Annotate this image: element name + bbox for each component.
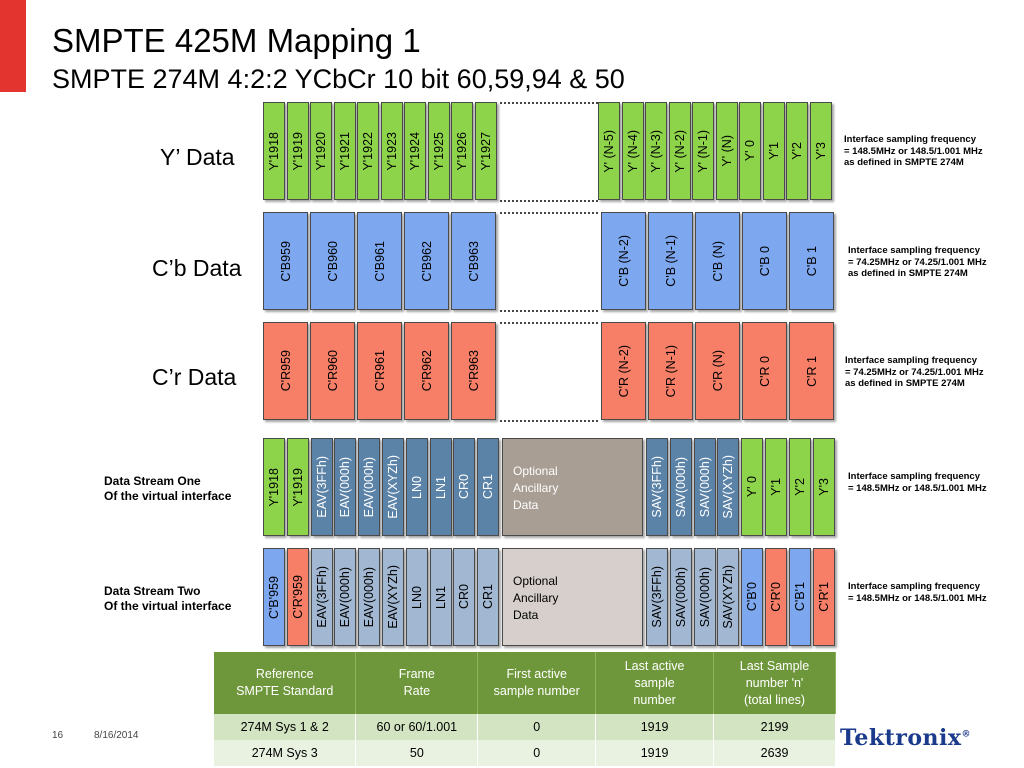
stream-one-label-line1: Data Stream One	[104, 474, 201, 488]
cr-cell	[742, 322, 787, 420]
cr-cell-text: C'R963	[466, 350, 481, 392]
y-cell	[645, 102, 667, 200]
y-cell-text: Y' (N-4)	[625, 129, 640, 173]
y-cell	[357, 102, 379, 200]
cr-cell-text: C'R 1	[804, 355, 819, 387]
stream-one-cell	[765, 438, 787, 536]
stream-two-ancillary-line: Ancillary	[513, 591, 559, 605]
y-cell	[263, 102, 285, 200]
cb-cell-text: C'B962	[419, 240, 434, 282]
stream-one-cell-text: EAV(000h)	[362, 456, 377, 518]
y-cell-text: Y'1925	[431, 131, 446, 171]
stream-one-cell	[789, 438, 811, 536]
stream-one-cell-text: EAV(000h)	[338, 456, 353, 518]
cb-cell-text: C'B959	[278, 240, 293, 282]
header-line: number 'n'	[745, 675, 804, 690]
slide-date: 8/16/2014	[94, 730, 139, 741]
stream-one-cell	[813, 438, 835, 536]
stream-two-cell	[477, 548, 499, 646]
y-cell	[716, 102, 738, 200]
y-gap-dots-top	[500, 102, 598, 104]
y-note	[844, 134, 983, 169]
logo-registered-mark: ®	[961, 729, 971, 740]
y-cell-text: Y'1	[766, 142, 781, 160]
stream-two-cell	[741, 548, 763, 646]
stream-two-note-line1: Interface sampling frequency	[848, 581, 980, 592]
cb-data-label: C’b Data	[152, 255, 242, 281]
stream-two-cell	[287, 548, 309, 646]
table-header-row	[214, 652, 836, 714]
cb-note-line1: Interface sampling frequency	[848, 245, 980, 256]
y-cell-text: Y' (N-2)	[672, 129, 687, 173]
cb-cell	[742, 212, 787, 310]
stream-two-cell-text: SAV(000h)	[673, 566, 688, 628]
cb-cell	[404, 212, 449, 310]
table-cell: 1919	[596, 714, 714, 740]
stream-two-label-line1: Data Stream Two	[104, 584, 201, 598]
y-cell	[381, 102, 403, 200]
stream-two-cell	[789, 548, 811, 646]
y-cell-text: Y' (N-5)	[602, 129, 616, 173]
table-cell: 2639	[714, 740, 836, 766]
stream-two-cell	[358, 548, 380, 646]
y-cell-text: Y'3	[813, 142, 828, 160]
cb-cell	[310, 212, 355, 310]
cr-note-line1: Interface sampling frequency	[845, 355, 977, 366]
y-cell-text: Y'1919	[290, 131, 305, 171]
stream-two-cell	[813, 548, 835, 646]
header-last-active	[596, 652, 714, 714]
cb-cell	[695, 212, 740, 310]
stream-one-note-line2: = 148.5MHz or 148.5/1.001 MHz	[848, 482, 987, 494]
stream-one-cell-text: SAV(XYZh)	[721, 455, 736, 519]
header-line: Reference	[255, 667, 314, 681]
y-gap-dots-bottom	[500, 200, 598, 202]
stream-one-cell-text: Y'3	[816, 478, 831, 496]
stream-one-cell	[477, 438, 499, 536]
cr-cell-text: C'R960	[325, 350, 340, 392]
stream-one-cell	[358, 438, 380, 536]
page-title: SMPTE 425M Mapping 1	[52, 22, 421, 59]
cr-cell-text: C'R962	[419, 350, 434, 392]
y-cell	[739, 102, 761, 200]
cb-cell	[357, 212, 402, 310]
logo-text: Tektronix	[840, 725, 962, 751]
stream-one-cell	[430, 438, 452, 536]
stream-one-cell-text: SAV(000h)	[697, 456, 712, 518]
stream-one-cell-text: CR1	[481, 474, 496, 500]
stream-two-cell	[430, 548, 452, 646]
stream-one-cell-text: SAV(000h)	[673, 456, 688, 518]
y-cell-text: Y'1924	[408, 131, 422, 171]
table-cell: 0	[478, 740, 596, 766]
stream-one-cell	[717, 438, 739, 536]
cr-cell	[263, 322, 308, 420]
cr-cell-text: C'R (N)	[710, 350, 725, 392]
y-cell-text: Y'1918	[267, 131, 281, 171]
stream-two-cell	[406, 548, 428, 646]
header-line: SMPTE Standard	[236, 684, 334, 698]
stream-one-cell-text: SAV(3FFh)	[650, 456, 664, 518]
cb-cell	[648, 212, 693, 310]
page-subtitle: SMPTE 274M 4:2:2 YCbCr 10 bit 60,59,94 & 50	[52, 64, 625, 94]
cb-cell-text: C'B961	[372, 240, 387, 282]
y-cell	[287, 102, 309, 200]
stream-two-cell-text: LN1	[433, 585, 448, 609]
stream-two-cell	[717, 548, 739, 646]
cr-cell	[310, 322, 355, 420]
stream-one-ancillary-line: Optional	[513, 464, 558, 478]
cb-note-line2: = 74.25MHz or 74.25/1.001 MHz	[848, 256, 987, 268]
stream-two-cell-text: C'R'1	[816, 582, 831, 612]
y-cell-text: Y' (N-1)	[696, 129, 710, 173]
y-note-line1: Interface sampling frequency	[844, 134, 976, 145]
stream-two-label	[104, 584, 231, 614]
cb-cell-text: C'B (N-2)	[616, 235, 631, 287]
stream-two-note	[848, 581, 987, 604]
stream-two-cell	[765, 548, 787, 646]
stream-two-cell-text: CR1	[481, 584, 496, 610]
cr-cell-text: C'R 0	[757, 355, 772, 387]
stream-one-ancillary-line: Ancillary	[513, 481, 559, 495]
reference-table	[214, 652, 836, 766]
cb-cell-text: C'B 1	[804, 245, 819, 277]
y-cell-text: Y'1921	[337, 131, 352, 171]
stream-one-label-line2: Of the virtual interface	[104, 489, 232, 503]
cb-note-line3: as defined in SMPTE 274M	[848, 268, 968, 279]
cb-cell	[789, 212, 834, 310]
y-cell-text: Y' 0	[743, 140, 757, 162]
header-frame-rate	[356, 652, 478, 714]
stream-two-cell	[453, 548, 475, 646]
table-cell: 0	[478, 714, 596, 740]
y-cell	[786, 102, 808, 200]
cr-cell-text: C'R961	[372, 350, 387, 392]
header-line: First active	[506, 667, 567, 681]
table-cell: 274M Sys 1 & 2	[214, 714, 356, 740]
cr-cell-text: C'R (N-2)	[616, 344, 631, 398]
table-row	[214, 740, 836, 766]
cr-cell-text: C'R (N-1)	[663, 344, 678, 398]
header-line: sample	[634, 675, 675, 690]
stream-one-cell-text: LN0	[409, 475, 424, 499]
stream-one-cell-text: Y'1919	[290, 467, 305, 507]
stream-two-cell	[334, 548, 356, 646]
cr-cell	[601, 322, 646, 420]
stream-two-cell-text: C'R'0	[769, 582, 783, 612]
stream-one-label	[104, 474, 231, 504]
cb-cell	[451, 212, 496, 310]
stream-two-cell	[263, 548, 285, 646]
cr-gap-dots-bottom	[500, 420, 598, 422]
cb-gap-dots-bottom	[500, 310, 598, 312]
table-cell: 50	[356, 740, 478, 766]
stream-one-cell	[263, 438, 285, 536]
stream-one-cell-text: Y'2	[792, 478, 807, 496]
y-note-line3: as defined in SMPTE 274M	[844, 157, 964, 168]
stream-two-cell-text: EAV(000h)	[362, 566, 377, 628]
stream-two-cell	[646, 548, 668, 646]
slide-number: 16	[52, 730, 64, 741]
y-cell-text: Y' (N)	[719, 135, 734, 167]
stream-one-ancillary	[502, 438, 643, 536]
cr-note	[845, 355, 984, 390]
y-cell	[598, 102, 620, 200]
stream-one-note-line1: Interface sampling frequency	[848, 471, 980, 482]
stream-two-note-line2: = 148.5MHz or 148.5/1.001 MHz	[848, 592, 987, 604]
y-cell	[763, 102, 785, 200]
cb-gap-dots-top	[500, 212, 598, 214]
table-cell: 1919	[596, 740, 714, 766]
y-cell	[428, 102, 450, 200]
y-cell	[692, 102, 714, 200]
cb-cell-text: C'B (N-1)	[663, 235, 678, 287]
stream-one-cell	[694, 438, 716, 536]
table-cell: 274M Sys 3	[214, 740, 356, 766]
stream-one-cell	[670, 438, 692, 536]
stream-two-label-line2: Of the virtual interface	[104, 599, 232, 613]
stream-one-cell	[311, 438, 333, 536]
stream-two-cell-text: C'B'1	[792, 582, 807, 612]
y-cell	[451, 102, 473, 200]
y-cell-text: Y' (N-3)	[649, 129, 663, 173]
y-cell	[334, 102, 356, 200]
header-reference	[214, 652, 356, 714]
header-last-sample	[714, 652, 836, 714]
stream-two-cell	[311, 548, 333, 646]
cb-cell-text: C'B963	[466, 240, 481, 282]
stream-one-cell-text: Y'1918	[267, 467, 281, 507]
stream-two-cell-text: SAV(000h)	[697, 566, 712, 628]
y-note-line2: = 148.5MHz or 148.5/1.001 MHz	[844, 145, 983, 157]
y-cell-text: Y'1920	[314, 131, 328, 171]
y-cell-text: Y'2	[790, 142, 804, 160]
stream-two-cell-text: C'R'959	[290, 575, 305, 619]
stream-one-cell	[646, 438, 668, 536]
cr-cell-text: C'R959	[278, 350, 293, 392]
cr-data-label: C’r Data	[152, 364, 237, 390]
y-cell	[669, 102, 691, 200]
cr-cell	[695, 322, 740, 420]
stream-one-cell-text: Y' 0	[745, 476, 760, 498]
stream-one-cell	[741, 438, 763, 536]
header-line: number	[633, 692, 676, 707]
stream-two-ancillary-line: Data	[513, 608, 539, 622]
table-cell: 60 or 60/1.001	[356, 714, 478, 740]
y-cell-text: Y'1922	[361, 131, 375, 171]
header-line: Rate	[403, 684, 431, 698]
header-line: Last Sample	[739, 658, 810, 673]
y-cell	[404, 102, 426, 200]
y-cell	[810, 102, 832, 200]
stream-one-cell-text: LN1	[433, 475, 448, 499]
stream-two-cell-text: C'B'0	[745, 582, 760, 612]
stream-one-cell-text: CR0	[457, 474, 472, 500]
cr-cell	[789, 322, 834, 420]
table-cell: 2199	[714, 714, 836, 740]
stream-two-cell	[694, 548, 716, 646]
cr-note-line2: = 74.25MHz or 74.25/1.001 MHz	[845, 366, 984, 378]
stream-one-cell-text: Y'1	[769, 478, 783, 496]
cb-cell	[263, 212, 308, 310]
stream-two-cell-text: C'B'959	[267, 575, 281, 619]
y-data-label: Y’ Data	[160, 144, 235, 170]
stream-one-cell	[406, 438, 428, 536]
cb-cell-text: C'B960	[325, 240, 340, 282]
stream-two-cell-text: EAV(3FFh)	[314, 566, 329, 628]
y-cell	[622, 102, 644, 200]
stream-two-cell-text: LN0	[409, 585, 424, 609]
accent-bar	[0, 0, 26, 92]
stream-two-cell-text: EAV(000h)	[338, 566, 353, 628]
cb-cell-text: C'B 0	[757, 245, 772, 277]
cb-cell	[601, 212, 646, 310]
stream-two-ancillary-line: Optional	[513, 574, 558, 588]
stream-two-cell	[382, 548, 404, 646]
stream-one-ancillary-line: Data	[513, 498, 539, 512]
stream-one-cell	[382, 438, 404, 536]
table-row	[214, 714, 836, 740]
stream-two-cell-text: EAV(XYZh)	[386, 565, 400, 629]
cr-gap-dots-top	[500, 322, 598, 324]
stream-two-ancillary	[502, 548, 643, 646]
stream-one-cell-text: EAV(XYZh)	[386, 455, 400, 519]
cb-note	[848, 245, 987, 280]
stream-two-cell	[670, 548, 692, 646]
stream-two-cell-text: SAV(3FFh)	[650, 566, 664, 628]
y-cell	[310, 102, 332, 200]
y-cell-text: Y'1926	[455, 131, 469, 171]
header-first-active	[478, 652, 596, 714]
cr-cell	[648, 322, 693, 420]
header-line: Last active	[624, 658, 685, 673]
stream-one-cell	[334, 438, 356, 536]
y-cell-text: Y'1927	[478, 131, 493, 171]
header-line: (total lines)	[743, 692, 806, 707]
stream-two-cell-text: CR0	[457, 584, 472, 610]
tektronix-logo	[840, 725, 971, 751]
stream-one-note	[848, 471, 987, 494]
y-cell-text: Y'1923	[384, 131, 399, 171]
cr-cell	[451, 322, 496, 420]
y-cell	[475, 102, 497, 200]
cb-cell-text: C'B (N)	[710, 240, 725, 282]
cr-cell	[404, 322, 449, 420]
cr-cell	[357, 322, 402, 420]
header-line: Frame	[398, 667, 435, 681]
stream-one-cell-text: EAV(3FFh)	[314, 456, 329, 518]
header-line: sample number	[493, 684, 580, 698]
stream-two-cell-text: SAV(XYZh)	[721, 565, 736, 629]
cr-note-line3: as defined in SMPTE 274M	[845, 378, 965, 389]
stream-one-cell	[453, 438, 475, 536]
stream-one-cell	[287, 438, 309, 536]
